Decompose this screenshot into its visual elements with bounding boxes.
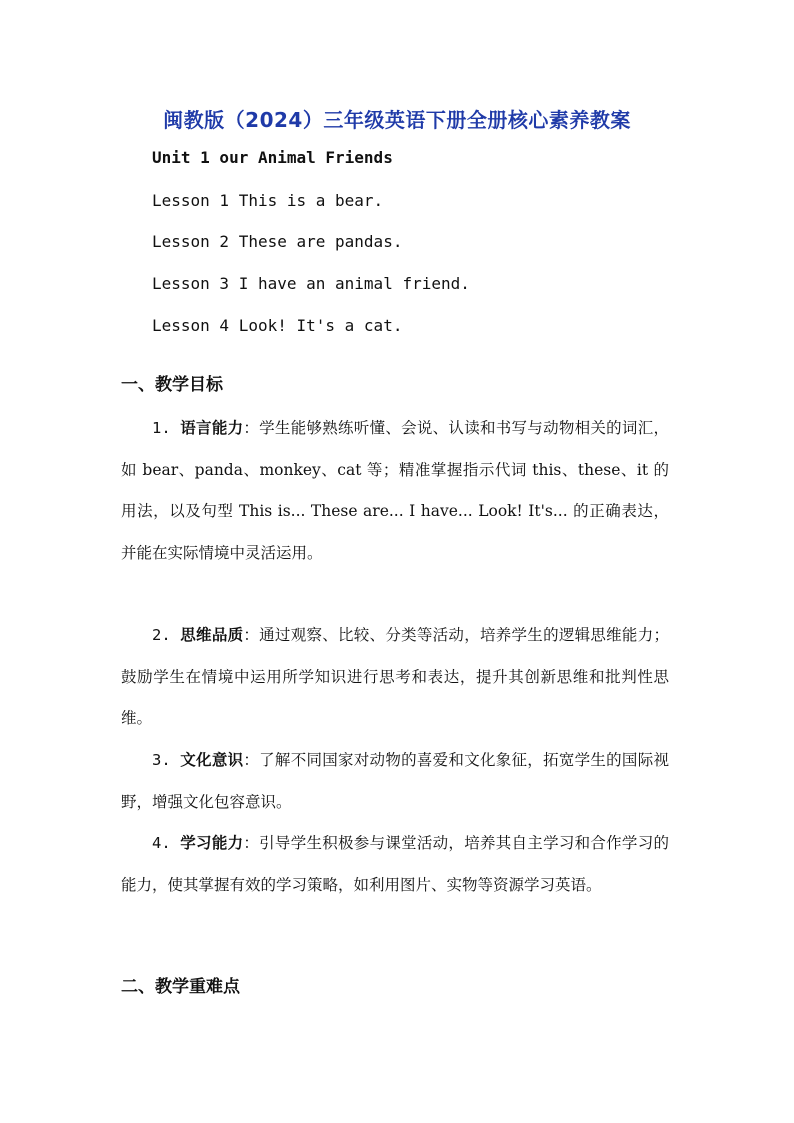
lesson-2: Lesson 2 These are pandas. — [152, 232, 403, 251]
objective-number: 2. — [152, 626, 181, 644]
lesson-4: Lesson 4 Look! It's a cat. — [152, 316, 403, 335]
objectives-heading: 一、教学目标 — [121, 375, 223, 395]
key-points-heading: 二、教学重难点 — [121, 977, 240, 997]
objective-number: 3. — [152, 751, 181, 769]
objective-number: 4. — [152, 834, 181, 852]
lesson-3: Lesson 3 I have an animal friend. — [152, 274, 470, 293]
objective-label: 语言能力 — [180, 419, 244, 437]
objective-2 — [121, 615, 669, 740]
objective-label: 思维品质 — [180, 626, 244, 644]
objective-label: 学习能力 — [180, 834, 244, 852]
objective-label: 文化意识 — [180, 751, 244, 769]
objective-text: ：学生能够熟练听懂、会说、认读和书写与动物相关的词汇，如 bear、panda、monkey、cat 等；精准掌握指示代词 this、these、it 的用法，以及句型 This is... These are... I have... Look! It's... 的正确表达，并能在实际情境中灵活运用。 — [121, 419, 669, 562]
objective-3 — [121, 740, 669, 823]
unit-heading: Unit 1 our Animal Friends — [152, 148, 393, 167]
objective-number: 1. — [152, 419, 181, 437]
lesson-1: Lesson 1 This is a bear. — [152, 191, 384, 210]
document-title: 闽教版（2024）三年级英语下册全册核心素养教案 — [163, 108, 631, 132]
objective-1 — [121, 408, 669, 574]
objective-4 — [121, 823, 669, 906]
objective-text: ：通过观察、比较、分类等活动，培养学生的逻辑思维能力；鼓励学生在情境中运用所学知识进行思考和表达，提升其创新思维和批判性思维。 — [121, 626, 669, 727]
objective-text: ：了解不同国家对动物的喜爱和文化象征，拓宽学生的国际视野，增强文化包容意识。 — [121, 751, 669, 811]
objective-text: ：引导学生积极参与课堂活动，培养其自主学习和合作学习的能力，使其掌握有效的学习策略，如利用图片、实物等资源学习英语。 — [121, 834, 669, 894]
